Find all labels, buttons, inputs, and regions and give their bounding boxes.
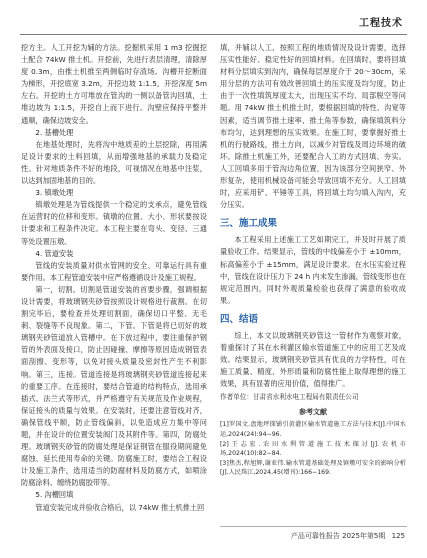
page-header — [0, 0, 427, 40]
subheading-pipe-install: 4. 管道安装 — [35, 248, 74, 258]
section-heading-results: 三、施工成果 — [220, 218, 278, 230]
paragraph: 挖方主。人工开挖为辅的方法。挖掘机采用 1 m3 挖掘挖土配合 74kW 推土机。开挖前，先进行表层清理，清除厚度 0.3m，由推土机推至两侧临时存渣场。沟槽开挖断面为梯形，开挖底宽 3.2m，开挖边坡 1:1.5，开挖深度 5m 左右。开挖的土方可堆放在管沟的一侧以备管沟回填，土堆边坡为 1:1.5，开挖自上而下进行。沟壁应保持平整并通顺，确保边坡安全。 — [21, 43, 207, 125]
reference-item: [2]王志宏.农田水利管道施工技术探讨[J].农机市场,2024(10):82−84. — [220, 440, 406, 458]
journal-name: 产品可靠性报告 2025年第5期 — [290, 532, 386, 540]
paragraph: 在地基处理时，先将沟中地质差的土层挖除，再用满足设计要求的土料回填，从而增强地基的承载力及稳定性。针对地质条件不好的地段，可视情况在地基中注浆，以达到加固地基的目的。 — [21, 139, 207, 186]
reference-item: [3]焦杰,程旭辉,谢亚伟.输水管道基础处理及镇墩可安全的影响分析[J].人民珠江,2024,45(增刊):166−169. — [220, 459, 406, 477]
paragraph: 第一，切割。切割是管道安装的首要步骤，强调根据设计需要，将玻璃钢夹砂管按照设计规格进行裁割。在切割完毕后，要检查并处理切割面，确保切口平整、无毛刺、裂缝等不良现象。第二，下管。下管是将已切好的玻璃钢夹砂管道放入管槽中。在下放过程中，要注重保护钢管的外表面及接口，防止因碰撞、摩擦等原因造成钢管表面刮擦、变形等，以免对接头质量及密封性产生不利影响。第三，连接。管道连接是将玻璃钢夹砂管道连接起来的重要工序。在连接时，要结合管道的结构特点，选用承插式、法兰式等形式，并严格遵守有关规范及作业规程，保证接头的质量与效果。在安装时，还要注意管线对齐，确保管线平顺，防止管线偏斜，以免造成应力集中等问题，并在设计的位置安装阀门及其附件等。第四，防腐处理。玻璃钢夹砂管的防腐处理是保证钢管在服役期间避免腐蚀、延长使用寿命的关键。防腐施工时，要结合工程设计及施工条件，选用适当的防腐材料及防腐方式，如喷涂防腐涂料、缠绕防腐胶带等。 — [21, 284, 207, 488]
subheading-backfill: 5. 沟槽回填 — [35, 490, 74, 500]
subheading-anchor-block: 3. 镇墩处理 — [35, 188, 74, 198]
author-affiliation: 作者单位：甘肃省水利水电工程局有限责任公司 — [220, 393, 359, 402]
reference-item: [1]罗国文.盘地坪探铺引黄灌区输水管道施工方法与技术[J].中国水运,2024(24):94−96. — [220, 421, 406, 439]
section-tag: 工程技术 — [359, 18, 403, 29]
paragraph: 综上，本文以玻璃钢夹砂管这一管材作为观察对象，着重探讨了其在水利灌区输水管道施工中的应用工艺及成效。结果显示，玻璃钢夹砂管具有优良的力学特性，可在施工质量、精度、外形质量和防腐性能上取得理想的施工效果，具有显著的应用价值，值得推广。 — [220, 330, 406, 389]
subheading-foundation: 2. 基槽处理 — [35, 127, 74, 137]
paragraph: 管道安装完成并验收合格后，以 74kW 推土机推土回 — [35, 502, 205, 512]
footer-rule — [220, 526, 407, 527]
paragraph: 填，并辅以人工，按照工程的地质情况及设计需要，选择压实性能好、稳定性好的回填材料。在回填时，要将回填材料分层填实到沟内，确保每层厚度介于 20～30cm，采用分层的方法可有效改善回填土的压实度及均匀度，防止由于一次性填筑厚度太大，出现压实不均、局部脱空等问题。用 74kW 推土机推土时，要根据回填的特性、沟宽等因素，适当调节推土速率、推土角等参数，确保填筑料分布均匀，达到理想的压实效果。在施工时，要掌握好推土机的行驶路线，推土方向，以减少对管线及周边环境的破坏。除推土机施工外，还要配合人工的方式回填、夯实。人工回填多用于管沟边角位置，因为该部分空间狭窄、外形复杂，使用机械设备可能会导致回填不充分。人工回填时，应采用铲、平锤等工具，将回填土均匀填入沟内，充分压实。 — [220, 43, 406, 210]
right-column — [220, 42, 406, 520]
page-footer — [291, 531, 405, 541]
header-rule — [20, 34, 407, 35]
references-heading: 参考文献 — [299, 408, 327, 417]
section-heading-conclusion: 四、结语 — [220, 313, 259, 325]
paragraph: 本工程采用上述施工工艺如期完工，并及时开展了质量验收工作。结果显示，管线的中线偏差小于 ±10mm，标高偏差小于 ±15mm，满足设计要求。在水压实验过程中，管线在设计压力下 24 h 内未发生渗漏，管线变形也在规定范围内，同时外观质量检验也获得了满意的验收成果。 — [220, 235, 406, 305]
paragraph: 镇墩处理是为管线提供一个稳定的支承点，避免管线在运营时的位移和变形。镇墩的位置、大小、形状要按设计要求和工程条件决定。本工程主要在弯头、变径、三通等处设置压墩。 — [21, 200, 207, 246]
page-number: 125 — [391, 532, 405, 540]
left-column — [21, 42, 207, 520]
paragraph: 管线的安装质量对供水管网的安全、可靠运行具有重要作用。本工程管道安装中应严格遵循设计及施工规程。 — [21, 260, 207, 282]
